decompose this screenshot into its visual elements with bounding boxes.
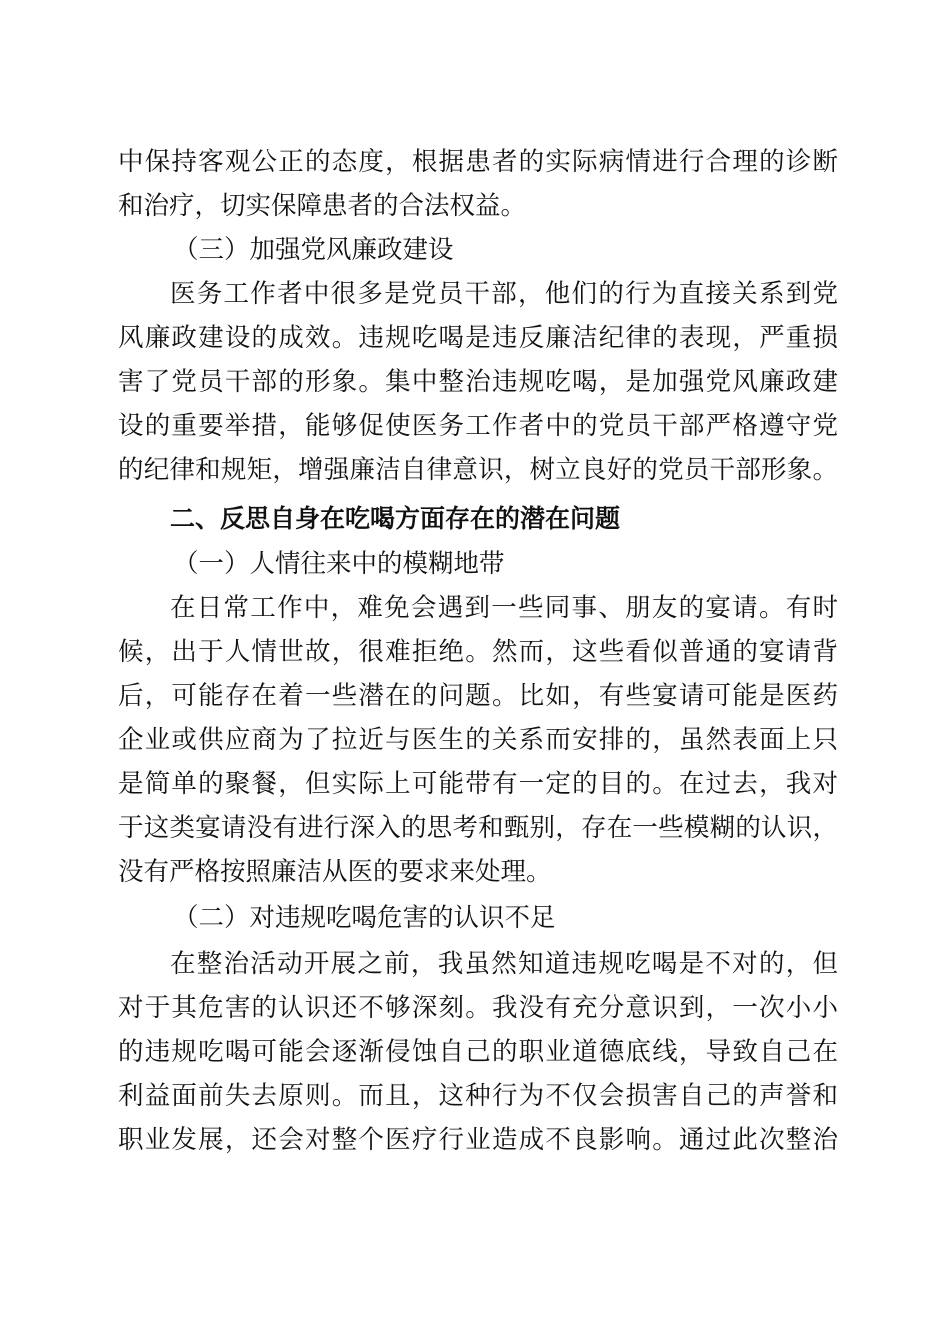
paragraph-line: 是简单的聚餐，但实际上可能带有一定的目的。在过去，我对 <box>118 769 838 799</box>
paragraph-line: 在整治活动开展之前，我虽然知道违规吃喝是不对的，但 <box>170 949 838 979</box>
paragraph-line: 后，可能存在着一些潜在的问题。比如，有些宴请可能是医药 <box>118 681 838 711</box>
paragraph-line: 职业发展，还会对整个医疗行业造成不良影响。通过此次整治 <box>118 1125 838 1155</box>
paragraph-line: 的违规吃喝可能会逐渐侵蚀自己的职业道德底线，导致自己在 <box>118 1037 838 1067</box>
subsection-heading-2: （二）对违规吃喝危害的认识不足 <box>173 903 556 933</box>
section-heading-2: 二、反思自身在吃喝方面存在的潜在问题 <box>170 504 621 533</box>
paragraph-line: 没有严格按照廉洁从医的要求来处理。 <box>118 857 552 887</box>
subsection-heading-1: （一）人情往来中的模糊地带 <box>173 549 505 579</box>
paragraph-line: 对于其危害的认识还不够深刻。我没有充分意识到，一次小小 <box>118 993 838 1023</box>
paragraph-line: 害了党员干部的形象。集中整治违规吃喝，是加强党风廉政建 <box>118 367 838 397</box>
paragraph-line: 利益面前失去原则。而且，这种行为不仅会损害自己的声誉和 <box>118 1081 838 1111</box>
paragraph-line: 于这类宴请没有进行深入的思考和甄别，存在一些模糊的认识， <box>118 813 838 843</box>
paragraph-line: 中保持客观公正的态度，根据患者的实际病情进行合理的诊断 <box>118 147 838 177</box>
section-heading-3: （三）加强党风廉政建设 <box>173 235 454 265</box>
paragraph-line: 和治疗，切实保障患者的合法权益。 <box>118 191 527 221</box>
paragraph-line: 设的重要举措，能够促使医务工作者中的党员干部严格遵守党 <box>118 411 838 441</box>
paragraph-line: 候，出于人情世故，很难拒绝。然而，这些看似普通的宴请背 <box>118 637 838 667</box>
paragraph-line: 企业或供应商为了拉近与医生的关系而安排的，虽然表面上只 <box>118 725 838 755</box>
paragraph-line: 的纪律和规矩，增强廉洁自律意识，树立良好的党员干部形象。 <box>118 455 838 485</box>
paragraph-line: 在日常工作中，难免会遇到一些同事、朋友的宴请。有时 <box>170 593 838 623</box>
paragraph-line: 风廉政建设的成效。违规吃喝是违反廉洁纪律的表现，严重损 <box>118 323 838 353</box>
paragraph-line: 医务工作者中很多是党员干部，他们的行为直接关系到党 <box>170 279 838 309</box>
